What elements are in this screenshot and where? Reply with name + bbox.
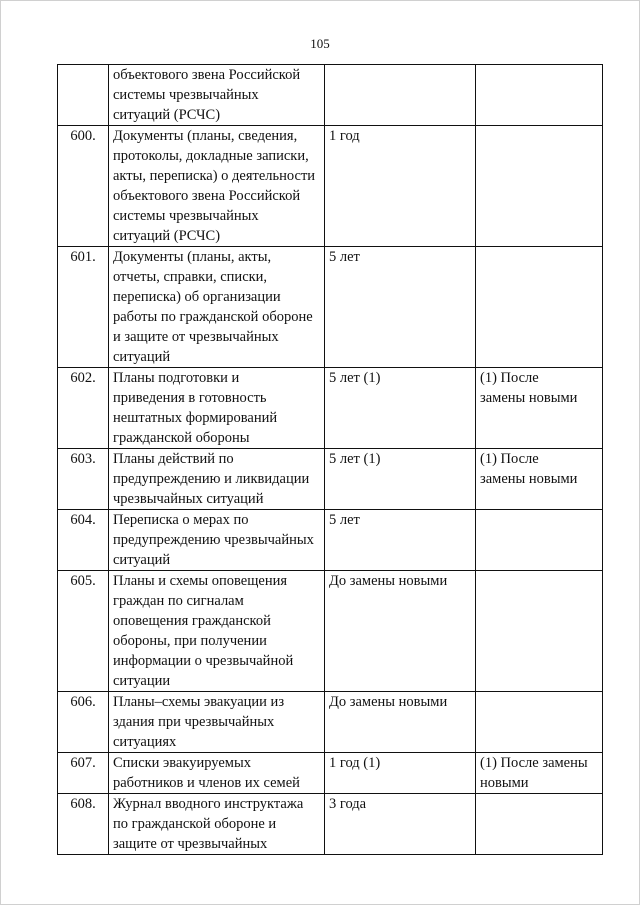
document-type: Планы действий по предупреждению и ликвидации чрезвычайных ситуаций	[109, 449, 325, 510]
document-type: Документы (планы, акты, отчеты, справки, списки, переписка) об организации работы по гражданской обороне и защите от чрезвычайных ситуаций	[109, 247, 325, 368]
article-number: 602.	[58, 368, 109, 449]
remark: (1) После замены новыми	[476, 449, 603, 510]
article-number	[58, 65, 109, 126]
remark	[476, 571, 603, 692]
table-row	[58, 368, 603, 449]
remark: (1) После замены новыми	[476, 368, 603, 449]
remark: (1) После замены новыми	[476, 753, 603, 794]
article-number: 604.	[58, 510, 109, 571]
document-type: Планы подготовки и приведения в готовность нештатных формирований гражданской обороны	[109, 368, 325, 449]
retention-term: 5 лет	[325, 247, 476, 368]
document-type: Переписка о мерах по предупреждению чрезвычайных ситуаций	[109, 510, 325, 571]
table-row	[58, 510, 603, 571]
remark	[476, 794, 603, 855]
retention-term	[325, 65, 476, 126]
table-row	[58, 571, 603, 692]
retention-schedule-table	[57, 64, 603, 855]
remark	[476, 247, 603, 368]
table-row	[58, 247, 603, 368]
article-number: 601.	[58, 247, 109, 368]
retention-term: До замены новыми	[325, 692, 476, 753]
retention-term: 1 год	[325, 126, 476, 247]
document-type: Планы и схемы оповещения граждан по сигналам оповещения гражданской обороны, при получении информации о чрезвычайной ситуации	[109, 571, 325, 692]
remark	[476, 65, 603, 126]
table-row	[58, 794, 603, 855]
document-type: Журнал вводного инструктажа по гражданской обороне и защите от чрезвычайных	[109, 794, 325, 855]
article-number: 606.	[58, 692, 109, 753]
article-number: 603.	[58, 449, 109, 510]
page-number: 105	[310, 36, 330, 51]
retention-term: 3 года	[325, 794, 476, 855]
article-number: 600.	[58, 126, 109, 247]
table-row	[58, 692, 603, 753]
remark	[476, 692, 603, 753]
document-type: Списки эвакуируемых работников и членов их семей	[109, 753, 325, 794]
article-number: 605.	[58, 571, 109, 692]
article-number: 607.	[58, 753, 109, 794]
document-type: Документы (планы, сведения, протоколы, докладные записки, акты, переписка) о деятельности объектового звена Российской системы чрезвычайных ситуаций (РСЧС)	[109, 126, 325, 247]
table-row	[58, 449, 603, 510]
retention-term: До замены новыми	[325, 571, 476, 692]
retention-term: 5 лет (1)	[325, 449, 476, 510]
remark	[476, 126, 603, 247]
table-row	[58, 126, 603, 247]
table-row	[58, 65, 603, 126]
retention-term: 5 лет (1)	[325, 368, 476, 449]
document-type: объектового звена Российской системы чрезвычайных ситуаций (РСЧС)	[109, 65, 325, 126]
remark	[476, 510, 603, 571]
document-type: Планы–схемы эвакуации из здания при чрезвычайных ситуациях	[109, 692, 325, 753]
article-number: 608.	[58, 794, 109, 855]
table-row	[58, 753, 603, 794]
retention-term: 5 лет	[325, 510, 476, 571]
retention-term: 1 год (1)	[325, 753, 476, 794]
